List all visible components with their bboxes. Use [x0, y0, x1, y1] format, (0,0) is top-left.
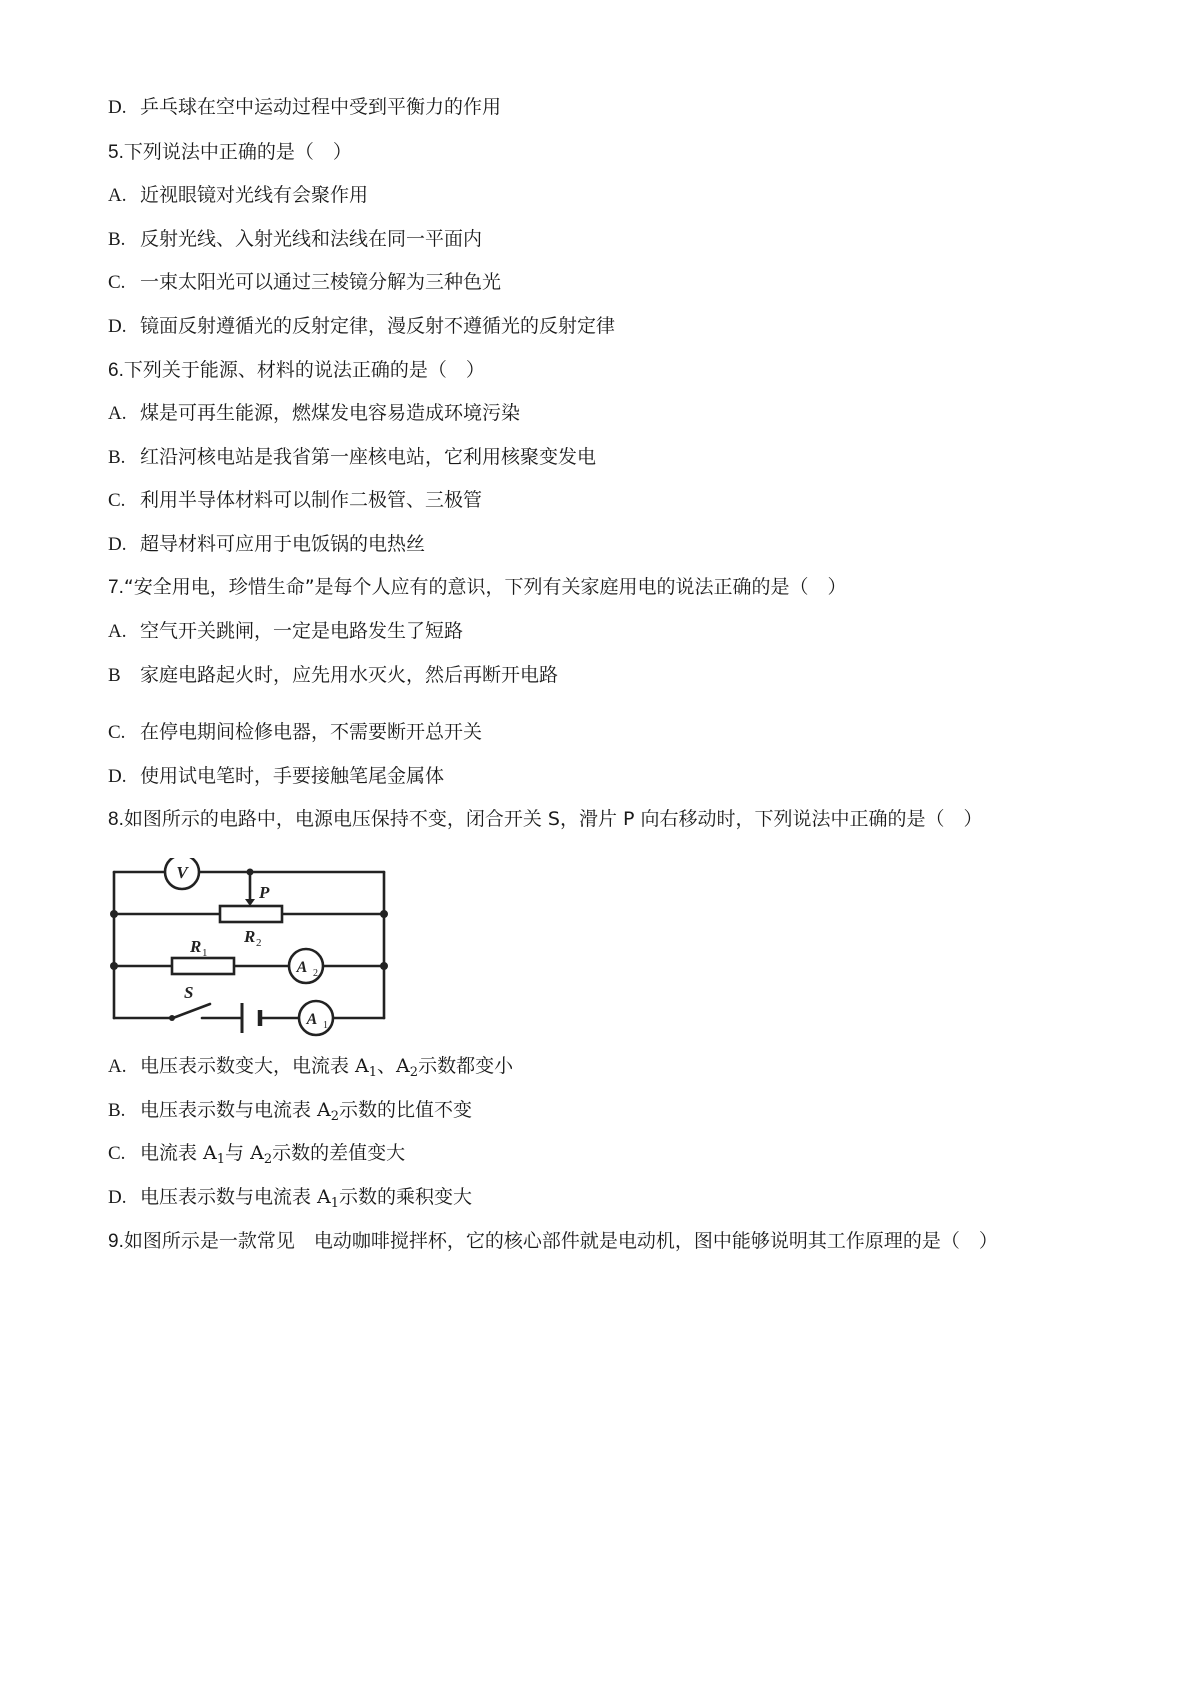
q6-option-b: B. 红沿河核电站是我省第一座核电站，它利用核聚变发电: [108, 446, 597, 468]
q4-option-d: D. 乒乓球在空中运动过程中受到平衡力的作用: [108, 96, 502, 118]
q5-option-d: D. 镜面反射遵循光的反射定律，漫反射不遵循光的反射定律: [108, 315, 616, 337]
question-9: 9.如图所示是一款常见 电动咖啡搅拌杯，它的核心部件就是电动机，图中能够说明其工作原理的是（ ）: [108, 1230, 998, 1252]
r1-label: R: [190, 937, 202, 956]
q6-option-c: C. 利用半导体材料可以制作二极管、三极管: [108, 489, 483, 511]
rheostat-icon: [220, 906, 282, 922]
q5-option-b: B. 反射光线、入射光线和法线在同一平面内: [108, 228, 483, 250]
switch-contact-icon: [169, 1015, 175, 1021]
q7-option-b: B 家庭电路起火时，应先用水灭火，然后再断开电路: [108, 664, 559, 686]
q6-option-a: A. 煤是可再生能源，燃煤发电容易造成环境污染: [108, 402, 521, 424]
voltmeter-label: V: [176, 863, 188, 882]
question-5: 5.下列说法中正确的是（ ）: [108, 141, 352, 163]
question-7: 7.“安全用电，珍惜生命”是每个人应有的意识，下列有关家庭用电的说法正确的是（ ）: [108, 576, 847, 598]
a2-label: A: [296, 959, 308, 976]
slider-label: P: [259, 883, 270, 902]
question-6: 6.下列关于能源、材料的说法正确的是（ ）: [108, 359, 485, 381]
switch-blade: [173, 1004, 210, 1018]
a2-subscript: 2: [313, 968, 318, 979]
q8-option-a: A. 电压表示数变大，电流表 $A_1$、$A_2$示数都变小: [108, 1055, 514, 1080]
question-8: 8.如图所示的电路中，电源电压保持不变，闭合开关 S，滑片 P 向右移动时，下列说法中正确的是（ ）: [108, 808, 983, 830]
q7-option-c: C. 在停电期间检修电器，不需要断开总开关: [108, 721, 483, 743]
r2-subscript: 2: [256, 937, 262, 949]
q5-option-c: C. 一束太阳光可以通过三棱镜分解为三种色光: [108, 271, 502, 293]
r2-label: R: [244, 927, 256, 946]
a1-label: A: [306, 1011, 318, 1028]
switch-label: S: [184, 983, 194, 1002]
battery-icon: [242, 1003, 260, 1033]
q7-option-a: A. 空气开关跳闸，一定是电路发生了短路: [108, 620, 464, 642]
q8-option-b: B. 电压表示数与电流表 $A_2$示数的比值不变: [108, 1099, 473, 1124]
q6-option-d: D. 超导材料可应用于电饭锅的电热丝: [108, 533, 426, 555]
a1-subscript: 1: [323, 1020, 328, 1031]
q8-option-c: C. 电流表 $A_1$与 $A_2$示数的差值变大: [108, 1142, 406, 1167]
q8-option-d: D. 电压表示数与电流表 $A_1$示数的乘积变大: [108, 1186, 473, 1211]
circuit-diagram: [102, 858, 402, 1048]
r1-subscript: 1: [202, 947, 208, 959]
resistor-r1-icon: [172, 958, 234, 974]
q5-option-a: A. 近视眼镜对光线有会聚作用: [108, 184, 369, 206]
q7-option-d: D. 使用试电笔时，手要接触笔尾金属体: [108, 765, 445, 787]
